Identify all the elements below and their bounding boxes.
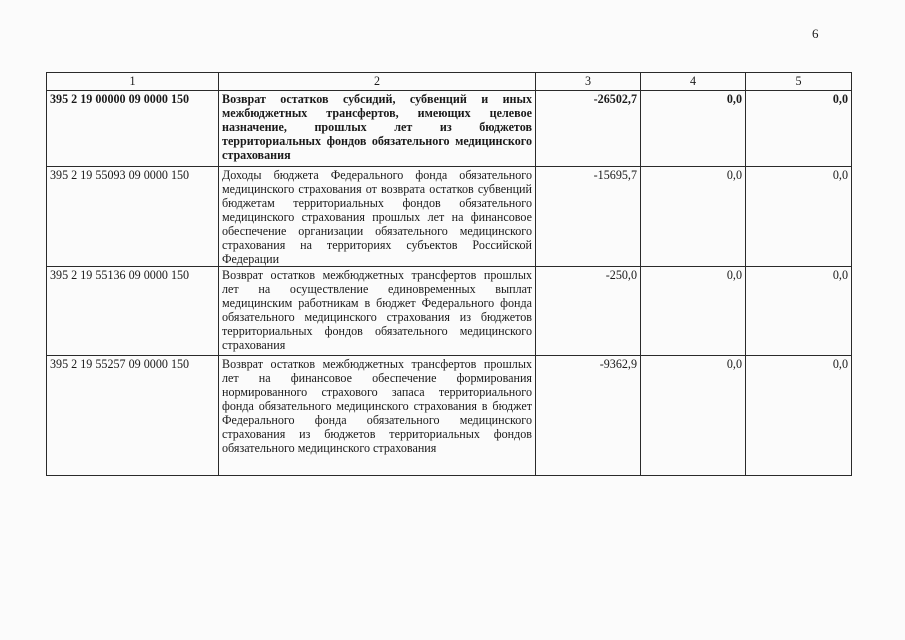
budget-code-cell: 395 2 19 55257 09 0000 150 — [47, 356, 219, 476]
value-col3-cell: -26502,7 — [536, 91, 641, 167]
budget-table — [46, 72, 852, 476]
column-header-1: 1 — [47, 73, 219, 91]
value-col5-cell: 0,0 — [746, 91, 852, 167]
value-col4-cell: 0,0 — [641, 267, 746, 356]
value-col3-cell: -15695,7 — [536, 167, 641, 267]
description-cell: Возврат остатков субсидий, субвенций и иных межбюджетных трансфертов, имеющих целевое назначение, прошлых лет из бюджетов территориальных фондов обязательного медицинского страхования — [219, 91, 536, 167]
table-row — [47, 267, 852, 356]
description-cell: Возврат остатков межбюджетных трансфертов прошлых лет на осуществление единовременных выплат медицинским работникам в бюджет Федерального фонда обязательного медицинского страхования из бюджетов территориальных фондов обязательного медицинского страхования — [219, 267, 536, 356]
budget-code-cell: 395 2 19 55136 09 0000 150 — [47, 267, 219, 356]
column-header-3: 3 — [536, 73, 641, 91]
value-col3-cell: -9362,9 — [536, 356, 641, 476]
value-col4-cell: 0,0 — [641, 167, 746, 267]
table-row — [47, 167, 852, 267]
value-col5-cell: 0,0 — [746, 167, 852, 267]
description-cell: Доходы бюджета Федерального фонда обязательного медицинского страхования от возврата остатков субвенций бюджетам территориальных фондов обязательного медицинского страхования прошлых лет на финансовое обеспечение организации обязательного медицинского страхования на территориях субъектов Российской Федерации — [219, 167, 536, 267]
value-col4-cell: 0,0 — [641, 356, 746, 476]
description-cell: Возврат остатков межбюджетных трансфертов прошлых лет на финансовое обеспечение формирования нормированного страхового запаса территориального фонда обязательного медицинского страхования в бюджет Федерального фонда обязательного медицинского страхования из бюджетов территориальных фондов обязательного медицинского страхования — [219, 356, 536, 476]
table-row — [47, 356, 852, 476]
value-col5-cell: 0,0 — [746, 267, 852, 356]
budget-code-cell: 395 2 19 00000 09 0000 150 — [47, 91, 219, 167]
column-header-5: 5 — [746, 73, 852, 91]
value-col4-cell: 0,0 — [641, 91, 746, 167]
page-number: 6 — [812, 26, 819, 41]
column-header-2: 2 — [219, 73, 536, 91]
column-header-4: 4 — [641, 73, 746, 91]
table-header-row — [47, 73, 852, 91]
budget-code-cell: 395 2 19 55093 09 0000 150 — [47, 167, 219, 267]
value-col5-cell: 0,0 — [746, 356, 852, 476]
value-col3-cell: -250,0 — [536, 267, 641, 356]
table-row — [47, 91, 852, 167]
